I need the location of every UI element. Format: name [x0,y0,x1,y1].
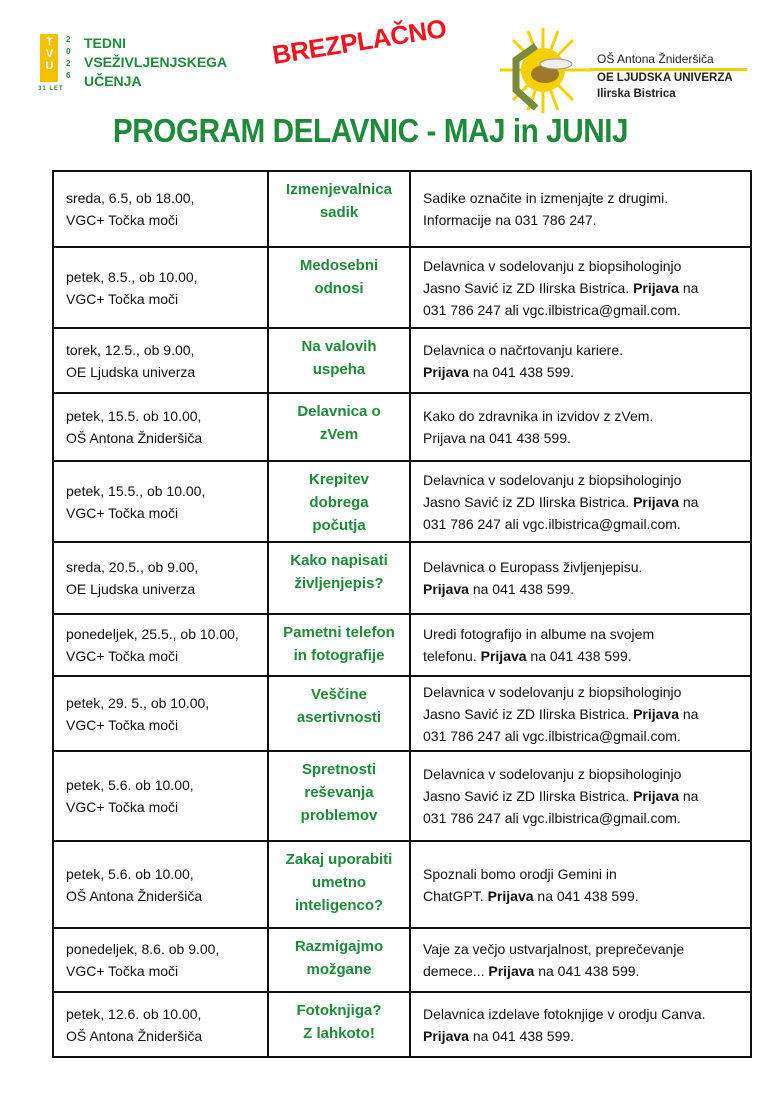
description-text: Jasno Savić iz ZD Ilirska Bistrica. [423,705,634,722]
tvu-logo [40,34,58,82]
when-cell [53,542,268,614]
workshop-title-line: Zakaj uporabiti [285,851,393,868]
tvu-year-digit: 2 [66,59,71,68]
description-cell [410,841,751,928]
workshop-title-line: zVem [319,426,359,443]
description-line [423,209,738,231]
description-text: na [679,705,699,722]
when-line: sreda, 6.5, ob 18.00, [66,190,195,206]
tvu-title-line: UČENJA [84,73,142,89]
description-text: Prijava na 041 438 599. [423,430,571,446]
description-line [423,785,738,807]
description-line [423,645,738,667]
description-line [423,703,738,725]
tvu-subtitle: 31 LET [38,86,64,92]
description-text: na 041 438 599. [533,887,639,904]
description-text: Spoznali bomo orodji Gemini in [423,865,617,882]
description-line [423,725,738,747]
when-line: sreda, 20.5., ob 9.00, [66,559,199,575]
free-label: BREZPLAČNO [270,12,449,71]
workshop-title-line: Na valovih [301,338,377,355]
description-text: na [679,788,699,804]
when-line: ponedeljek, 25.5., ob 10.00, [66,626,239,642]
when-line: petek, 8.5., ob 10.00, [66,268,198,285]
description-line [423,938,738,960]
workshop-title-cell [268,393,410,461]
description-line [423,339,738,361]
description-text: Delavnica v sodelovanju z biopsihologinjo [423,257,682,274]
table-row [53,542,751,614]
tvu-title [84,34,227,91]
when-cell [53,841,268,928]
description-text: Delavnica izdelave fotoknjige v orodju Canva. [423,1005,706,1022]
registration-label: Prijava [633,279,679,296]
description-line [423,578,738,600]
tvu-letters: TVU [43,36,56,72]
when-line: ponedeljek, 8.6. ob 9.00, [66,941,220,957]
workshop-title-line: Kako napisati [290,552,388,569]
qr-code-icon [688,115,730,157]
school-unit: OE LJUDSKA UNIVERZA [597,72,733,84]
description-text: Delavnica o Europass življenjepisu. [423,559,643,575]
workshop-title-line: Veščine [311,686,367,703]
description-line [423,187,738,209]
workshop-title-line: Pametni telefon [283,624,395,641]
workshop-title-cell [268,928,410,992]
workshop-title-line: sadik [319,204,359,221]
description-text: na 041 438 599. [534,963,640,979]
workshop-title-line: Krepitev [308,471,370,488]
when-line: VGC+ Točka moči [66,799,179,815]
tvu-title-line: VSEŽIVLJENJSKEGA [84,54,228,70]
description-text: Jasno Savić iz ZD Ilirska Bistrica. [423,279,634,296]
registration-label: Prijava [487,887,534,904]
description-text: Uredi fotografijo in albume na svojem [423,626,655,642]
table-row [53,751,751,841]
tvu-year-digit: 2 [66,35,71,44]
description-line [423,863,738,885]
description-cell [410,542,751,614]
description-line [423,556,738,578]
description-text: na 041 438 599. [526,648,632,664]
when-line: VGC+ Točka moči [66,716,179,733]
table-row [53,393,751,461]
description-text: Vaje za večjo ustvarjalnost, preprečevanje [423,941,685,957]
description-cell [410,928,751,992]
description-line [423,427,738,449]
when-line: OE Ljudska univerza [66,363,196,380]
workshop-title-cell [268,542,410,614]
workshop-title-line: dobrega [309,494,369,511]
description-text: 031 786 247 ali vgc.ilbistrica@gmail.com. [423,810,681,826]
page-title: PROGRAM DELAVNIC - MAJ in JUNIJ [112,112,629,149]
when-line: VGC+ Točka moči [66,212,179,228]
description-text: telefonu. [423,648,481,664]
registration-label: Prijava [633,705,679,722]
registration-label: Prijava [423,1027,469,1044]
school-name: OŠ Antona Žnideršiča [597,52,714,66]
registration-label: Prijava [480,648,527,664]
workshop-title-line: življenjepis? [294,575,384,592]
table-row [53,676,751,751]
registration-label: Prijava [633,788,679,804]
description-line [423,623,738,645]
workshop-title-line: Z lahkoto! [303,1025,375,1042]
workshop-table [52,170,752,1058]
bee-logo-icon [498,28,598,118]
workshop-title-line: Spretnosti [301,761,377,778]
workshop-title-line: Razmigajmo [294,938,384,955]
description-text: Delavnica v sodelovanju z biopsihologinjo [423,766,682,782]
description-line [423,1025,738,1047]
description-cell [410,992,751,1057]
description-cell [410,328,751,393]
when-cell [53,247,268,328]
workshop-title-line: reševanja [304,784,374,801]
table-row [53,928,751,992]
description-text: 031 786 247 ali vgc.ilbistrica@gmail.com. [423,515,681,532]
when-cell [53,928,268,992]
workshop-title-cell [268,171,410,247]
workshop-title-line: problemov [300,807,378,824]
description-text: Kako do zdravnika in izvidov z zVem. [423,408,654,424]
description-cell [410,393,751,461]
workshop-title-cell [268,841,410,928]
workshop-title-line: inteligenco? [294,897,384,914]
workshop-title-cell [268,992,410,1057]
workshop-title-cell [268,247,410,328]
description-text: na 041 438 599. [468,363,575,380]
description-text: na [679,493,699,510]
workshop-title-line: Izmenjevalnica [286,181,392,198]
when-cell [53,751,268,841]
when-line: petek, 15.5. ob 10.00, [66,408,202,424]
workshop-title-line: asertivnosti [296,709,382,726]
description-text: na 041 438 599. [468,1027,575,1044]
when-line: petek, 29. 5., ob 10.00, [66,694,210,711]
registration-label: Prijava [633,493,679,510]
table-row [53,841,751,928]
table-row [53,461,751,542]
tvu-year-digit: 0 [66,47,71,56]
table-row [53,328,751,393]
description-line [423,681,738,703]
description-text: Delavnica v sodelovanju z biopsihologinjo [423,471,682,488]
when-line: OE Ljudska univerza [66,581,196,597]
tvu-title-line: TEDNI [84,35,126,51]
when-line: VGC+ Točka moči [66,504,179,521]
description-cell [410,461,751,542]
description-text: Jasno Savić iz ZD Ilirska Bistrica. [423,788,634,804]
description-line [423,361,738,383]
description-cell [410,171,751,247]
description-text: demece... [423,963,489,979]
description-line [423,885,738,907]
description-cell [410,751,751,841]
description-cell [410,676,751,751]
table-row [53,247,751,328]
description-text: ChatGPT. [423,887,488,904]
workshop-title-line: Medosebni [299,257,379,274]
description-cell [410,614,751,676]
description-line [423,255,738,277]
description-line [423,1003,738,1025]
tvu-years [66,34,70,82]
when-cell [53,328,268,393]
when-cell [53,614,268,676]
tvu-year-digit: 6 [66,71,71,80]
workshop-title-line: in fotografije [293,647,385,664]
when-line: VGC+ Točka moči [66,648,179,664]
workshop-title-cell [268,461,410,542]
registration-label: Prijava [488,963,535,979]
when-line: petek, 15.5., ob 10.00, [66,482,206,499]
table-row [53,171,751,247]
description-text: Sadike označite in izmenjajte z drugimi. [423,190,669,206]
when-line: OŠ Antona Žnideršiča [66,1027,203,1044]
when-line: torek, 12.5., ob 9.00, [66,341,195,358]
description-line [423,491,738,513]
description-text: 031 786 247 ali vgc.ilbistrica@gmail.com. [423,301,681,318]
description-line [423,405,738,427]
description-text: Delavnica v sodelovanju z biopsihologinjo [423,683,682,700]
workshop-title-line: možgane [306,961,372,978]
description-line [423,807,738,829]
description-line [423,763,738,785]
when-line: OŠ Antona Žnideršiča [66,887,203,904]
registration-label: Prijava [423,363,469,380]
when-line: petek, 5.6. ob 10.00, [66,865,194,882]
when-line: petek, 12.6. ob 10.00, [66,1005,202,1022]
registration-label: Prijava [423,581,469,597]
workshop-title-line: Delavnica o [297,403,381,420]
workshop-title-cell [268,676,410,751]
when-line: VGC+ Točka moči [66,290,179,307]
when-line: VGC+ Točka moči [66,963,179,979]
workshop-title-line: odnosi [314,280,364,297]
table-row [53,992,751,1057]
when-cell [53,992,268,1057]
workshop-title-cell [268,614,410,676]
workshop-title-line: uspeha [312,361,366,378]
description-text: Jasno Savić iz ZD Ilirska Bistrica. [423,493,634,510]
description-line [423,277,738,299]
table-row [53,614,751,676]
description-text: Delavnica o načrtovanju kariere. [423,341,623,358]
description-text: na [679,279,699,296]
description-line [423,299,738,321]
when-cell [53,676,268,751]
when-cell [53,171,268,247]
description-cell [410,247,751,328]
when-line: petek, 5.6. ob 10.00, [66,777,194,793]
when-cell [53,393,268,461]
school-place: Ilirska Bistrica [597,88,676,100]
workshop-title-line: umetno [311,874,367,891]
when-cell [53,461,268,542]
description-text: 031 786 247 ali vgc.ilbistrica@gmail.com. [423,727,681,744]
workshop-title-line: Fotoknjiga? [296,1002,382,1019]
description-text: na 041 438 599. [468,581,575,597]
description-line [423,513,738,535]
workshop-title-cell [268,751,410,841]
workshop-title-cell [268,328,410,393]
description-line [423,960,738,982]
description-line [423,469,738,491]
workshop-title-line: počutja [312,517,366,534]
description-text: Informacije na 031 786 247. [423,212,597,228]
divider [590,68,747,71]
when-line: OŠ Antona Žnideršiča [66,430,203,446]
